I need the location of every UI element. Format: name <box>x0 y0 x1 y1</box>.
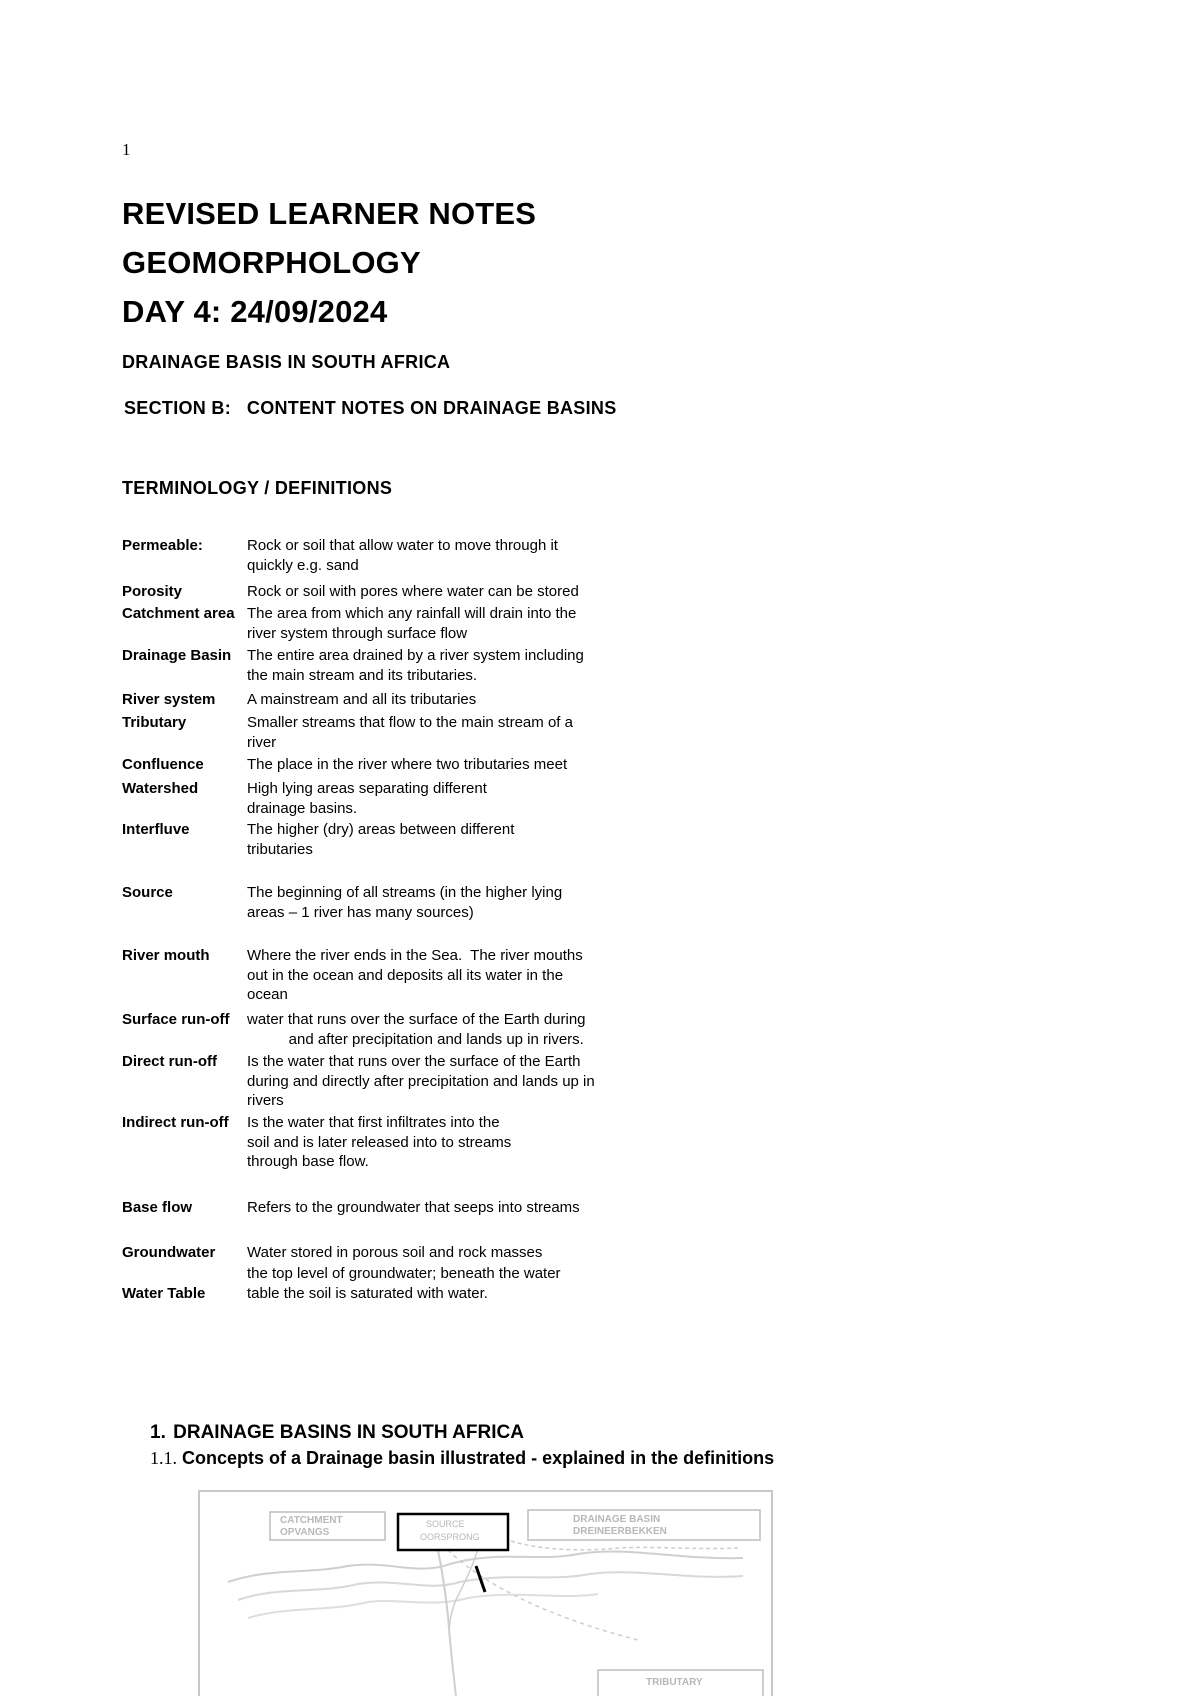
definition-term: Permeable: <box>122 537 203 554</box>
definition-term: Indirect run-off <box>122 1114 229 1131</box>
definition-line: Smaller streams that flow to the main stream of a <box>247 714 573 731</box>
definition-line: quickly e.g. sand <box>247 556 359 574</box>
definition-line: Refers to the groundwater that seeps into streams <box>247 1199 580 1216</box>
title-line-2: GEOMORPHOLOGY <box>122 245 421 280</box>
definition-text <box>247 755 647 775</box>
definition-term: Tributary <box>122 714 187 731</box>
definition-term: Catchment area <box>122 605 235 622</box>
definition-line: Where the river ends in the Sea. The river mouths <box>247 947 583 964</box>
tributary-label: TRIBUTARY <box>646 1677 703 1688</box>
definition-term: Water Table <box>122 1285 206 1302</box>
definition-text <box>247 1113 647 1172</box>
subheading: DRAINAGE BASIS IN SOUTH AFRICA <box>122 352 451 372</box>
definition-line: Rock or soil with pores where water can be stored <box>247 583 579 600</box>
definition-term: Surface run-off <box>122 1011 230 1028</box>
definition-term: Interfluve <box>122 821 190 838</box>
definition-text <box>247 646 647 685</box>
concepts-heading <box>150 1448 774 1469</box>
definition-line: The entire area drained by a river system including <box>247 647 584 664</box>
definition-text <box>247 690 647 710</box>
definition-line: during and directly after precipitation and lands up in <box>247 1072 595 1090</box>
definition-line: Rock or soil that allow water to move through it <box>247 537 558 554</box>
definition-line: Is the water that runs over the surface of the Earth <box>247 1053 581 1070</box>
section-heading: SECTION B: CONTENT NOTES ON DRAINAGE BASINS <box>124 398 617 418</box>
definition-line: drainage basins. <box>247 799 358 817</box>
catchment-label-en: CATCHMENT <box>280 1515 343 1526</box>
definition-text <box>247 1010 647 1049</box>
definition-term: Base flow <box>122 1199 193 1216</box>
drainage-basin-label-en: DRAINAGE BASIN <box>573 1514 661 1525</box>
definition-term: Porosity <box>122 583 183 600</box>
definition-line: Water stored in porous soil and rock masses <box>247 1244 543 1261</box>
title-line-3: DAY 4: 24/09/2024 <box>122 294 388 329</box>
definition-line: through base flow. <box>247 1153 369 1170</box>
definition-text <box>247 582 647 602</box>
definition-line: tributaries <box>247 840 313 858</box>
definition-line: soil and is later released into to streams <box>247 1133 512 1151</box>
definition-term: Confluence <box>122 756 204 773</box>
definition-text <box>247 779 647 818</box>
heading-text: DRAINAGE BASINS IN SOUTH AFRICA <box>173 1422 524 1443</box>
definition-term: Drainage Basin <box>122 647 232 664</box>
definition-line: river <box>247 733 277 751</box>
definition-line: The higher (dry) areas between different <box>247 821 515 838</box>
definition-line: the main stream and its tributaries. <box>247 666 478 684</box>
definition-line: table the soil is saturated with water. <box>247 1284 488 1302</box>
definition-line: rivers <box>247 1092 284 1109</box>
catchment-label-af: OPVANGS <box>280 1527 330 1538</box>
definition-term: Watershed <box>122 780 199 797</box>
definition-text <box>247 820 647 859</box>
definition-term: Direct run-off <box>122 1053 217 1070</box>
definition-text <box>247 1198 647 1218</box>
definition-text <box>247 946 647 1005</box>
drainage-basin-label-af: DREINEERBEKKEN <box>573 1526 667 1537</box>
definition-line: High lying areas separating different <box>247 780 487 797</box>
source-label-en: SOURCE <box>426 1519 465 1529</box>
definition-text <box>247 883 647 922</box>
definition-term: Groundwater <box>122 1244 216 1261</box>
definition-line: Is the water that first infiltrates into the <box>247 1114 500 1131</box>
definition-text <box>247 1243 647 1263</box>
page-number: 1 <box>122 140 131 159</box>
definition-term: River mouth <box>122 947 210 964</box>
definition-line: The beginning of all streams (in the higher lying <box>247 884 563 901</box>
title-line-1: REVISED LEARNER NOTES <box>122 196 537 231</box>
definition-line: The area from which any rainfall will drain into the <box>247 605 577 622</box>
definition-text <box>247 604 647 643</box>
definition-text <box>247 713 647 752</box>
definition-text <box>247 536 647 575</box>
definition-line: areas – 1 river has many sources) <box>247 903 474 921</box>
subheading-text: Concepts of a Drainage basin illustrated - explained in the definitions <box>182 1448 775 1468</box>
drainage-basin-diagram <box>198 1490 773 1696</box>
definition-line: ocean <box>247 986 288 1003</box>
drainage-basins-heading <box>150 1422 524 1444</box>
definition-text <box>247 1052 647 1111</box>
definition-line: water that runs over the surface of the Earth during <box>247 1011 586 1028</box>
source-label-af: OORSPRONG <box>420 1532 480 1542</box>
definition-term: Source <box>122 884 173 901</box>
definition-line: A mainstream and all its tributaries <box>247 691 477 708</box>
definition-term: River system <box>122 691 216 708</box>
subheading-number: 1.1. <box>150 1448 177 1468</box>
definition-line: out in the ocean and deposits all its water in the <box>247 966 564 984</box>
definition-line: the top level of groundwater; beneath the water <box>247 1265 561 1282</box>
terminology-heading: TERMINOLOGY / DEFINITIONS <box>122 478 393 498</box>
definition-line: river system through surface flow <box>247 624 468 642</box>
definition-text <box>247 1264 647 1303</box>
definition-line: and after precipitation and lands up in rivers. <box>247 1030 584 1048</box>
definition-line: The place in the river where two tributaries meet <box>247 756 568 773</box>
heading-number: 1. <box>150 1422 166 1443</box>
